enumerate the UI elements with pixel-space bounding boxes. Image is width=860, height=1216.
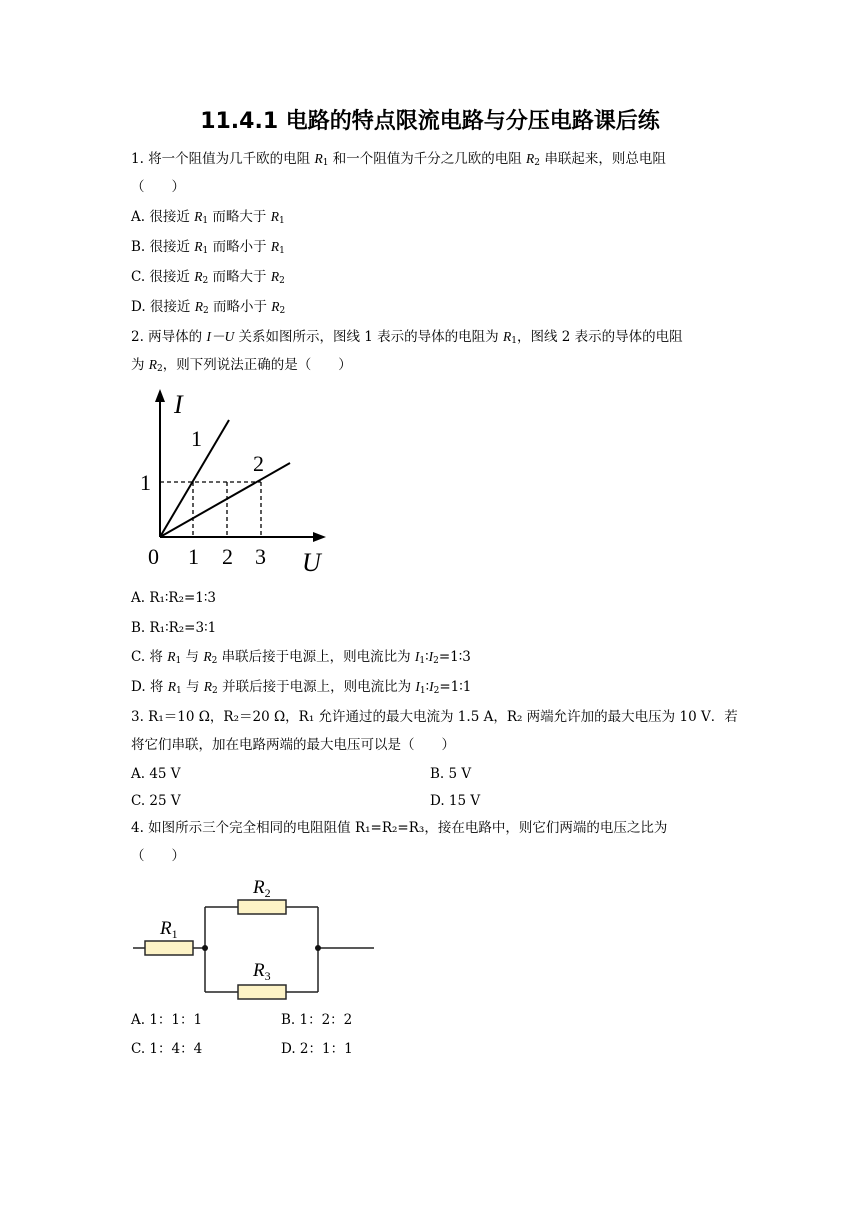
q2-stem-line2: 为 $R_2$，则下列说法正确的是（ ） (131, 357, 352, 374)
x-tick-1: 1 (188, 544, 199, 569)
q2-option-a[interactable]: A. R₁∶R₂=1∶3 (131, 590, 217, 606)
q2-option-c[interactable]: C. 将 $R_1$ 与 $R_2$ 串联后接于电源上，则电流比为 $I_1∶I_2=1∶3$ (131, 649, 471, 666)
q3-option-c[interactable]: C. 25 V (131, 793, 181, 809)
resistor-r2 (238, 900, 286, 914)
q2-option-b[interactable]: B. R₁∶R₂=3∶1 (131, 620, 217, 636)
origin-label: 0 (148, 544, 159, 569)
q4-option-c[interactable]: C. 1：4：4 (131, 1041, 203, 1057)
q2-stem-line1: 2. 两导体的 I－U 关系如图所示，图线 1 表示的导体的电阻为 $R_1$，图线 2 表示的导体的电阻 (131, 329, 683, 346)
q3-option-b[interactable]: B. 5 V (430, 766, 472, 782)
line-1-label: 1 (191, 426, 202, 451)
q3-option-a[interactable]: A. 45 V (131, 766, 181, 782)
r2-label: $R_2$ (253, 877, 271, 900)
x-tick-2: 2 (222, 544, 233, 569)
q3-stem-line1: 3. R₁＝10 Ω，R₂＝20 Ω，R₁ 允许通过的最大电流为 1.5 A，R₂ 两端允许加的最大电压为 10 V．若 (131, 709, 738, 725)
y-tick-1: 1 (140, 470, 151, 495)
resistor-r3 (238, 985, 286, 999)
q3-option-d[interactable]: D. 15 V (430, 793, 481, 809)
q1-option-c[interactable]: C. 很接近 $R_2$ 而略大于 $R_2$ (131, 269, 285, 286)
junction-right (315, 945, 321, 951)
line-2-label: 2 (253, 451, 264, 476)
graph-line-2 (160, 463, 290, 537)
q3-stem-line2: 将它们串联，加在电路两端的最大电压可以是（ ） (131, 737, 455, 753)
x-axis-arrow (313, 532, 326, 542)
q1-option-d[interactable]: D. 很接近 $R_2$ 而略小于 $R_2$ (131, 299, 286, 316)
q1-paren: （ ） (131, 179, 185, 195)
q1-stem: 1. 将一个阻值为几千欧的电阻 $R_1$ 和一个阻值为千分之几欧的电阻 $R_2$ 串联起来，则总电阻 (131, 151, 666, 168)
x-axis-label: U (302, 548, 321, 577)
q4-option-d[interactable]: D. 2：1：1 (281, 1041, 353, 1057)
q1-option-a[interactable]: A. 很接近 $R_1$ 而略大于 $R_1$ (131, 209, 285, 226)
q4-option-a[interactable]: A. 1：1：1 (131, 1012, 203, 1028)
q4-option-b[interactable]: B. 1：2：2 (281, 1012, 353, 1028)
q1-option-b[interactable]: B. 很接近 $R_1$ 而略小于 $R_1$ (131, 239, 285, 256)
y-axis-arrow (155, 389, 165, 402)
circuit-diagram (130, 870, 380, 1005)
q4-stem-line1: 4. 如图所示三个完全相同的电阻阻值 R₁=R₂=R₃，接在电路中，则它们两端的电压之比为 (131, 820, 668, 836)
y-axis-label: I (174, 390, 183, 419)
iu-graph (128, 385, 338, 580)
q4-paren: （ ） (131, 848, 185, 864)
x-tick-3: 3 (255, 544, 266, 569)
resistor-r1 (145, 941, 193, 955)
r1-label: $R_1$ (160, 918, 178, 941)
page-title: 11.4.1 电路的特点限流电路与分压电路课后练 (200, 109, 660, 134)
junction-left (202, 945, 208, 951)
r3-label: $R_3$ (253, 960, 271, 983)
q2-option-d[interactable]: D. 将 $R_1$ 与 $R_2$ 并联后接于电源上，则电流比为 $I_1∶I_2=1∶1$ (131, 679, 472, 696)
